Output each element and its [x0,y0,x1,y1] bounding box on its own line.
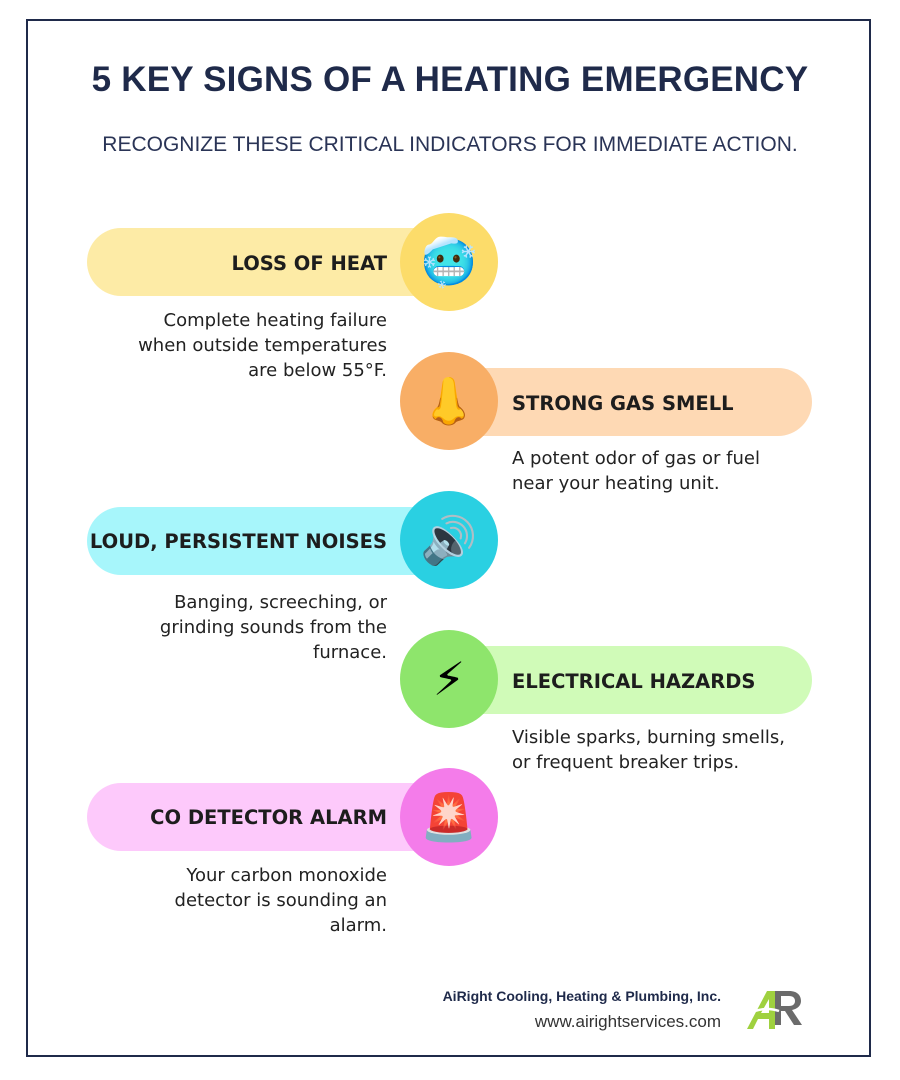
sign-title: STRONG GAS SMELL [512,392,734,415]
nose-icon: 👃 [400,352,498,450]
sign-title: ELECTRICAL HAZARDS [512,670,756,693]
company-website-link[interactable]: www.airightservices.com [534,1012,721,1031]
airight-logo-icon [745,987,807,1031]
page-subtitle: RECOGNIZE THESE CRITICAL INDICATORS FOR IMMEDIATE ACTION. [102,133,798,156]
sign-description: A potent odor of gas or fuel near your heating unit. [512,448,760,494]
sign-description: Your carbon monoxide detector is sounding an alarm. [174,865,387,936]
sign-title: CO DETECTOR ALARM [150,806,387,829]
sign-title: LOSS OF HEAT [231,252,387,275]
sign-description: Visible sparks, burning smells, or frequent breaker trips. [512,727,785,773]
company-name: AiRight Cooling, Heating & Plumbing, Inc. [442,988,721,1004]
sign-description: Complete heating failure when outside temperatures are below 55°F. [138,310,387,381]
lightning-icon: ⚡ [400,630,498,728]
siren-icon: 🚨 [400,768,498,866]
sign-description: Banging, screeching, or grinding sounds from the furnace. [159,592,387,663]
freezing-face-icon: 🥶 [400,213,498,311]
sign-title: LOUD, PERSISTENT NOISES [89,530,387,553]
speaker-icon: 🔊 [400,491,498,589]
page-title: 5 KEY SIGNS OF A HEATING EMERGENCY [91,60,809,99]
